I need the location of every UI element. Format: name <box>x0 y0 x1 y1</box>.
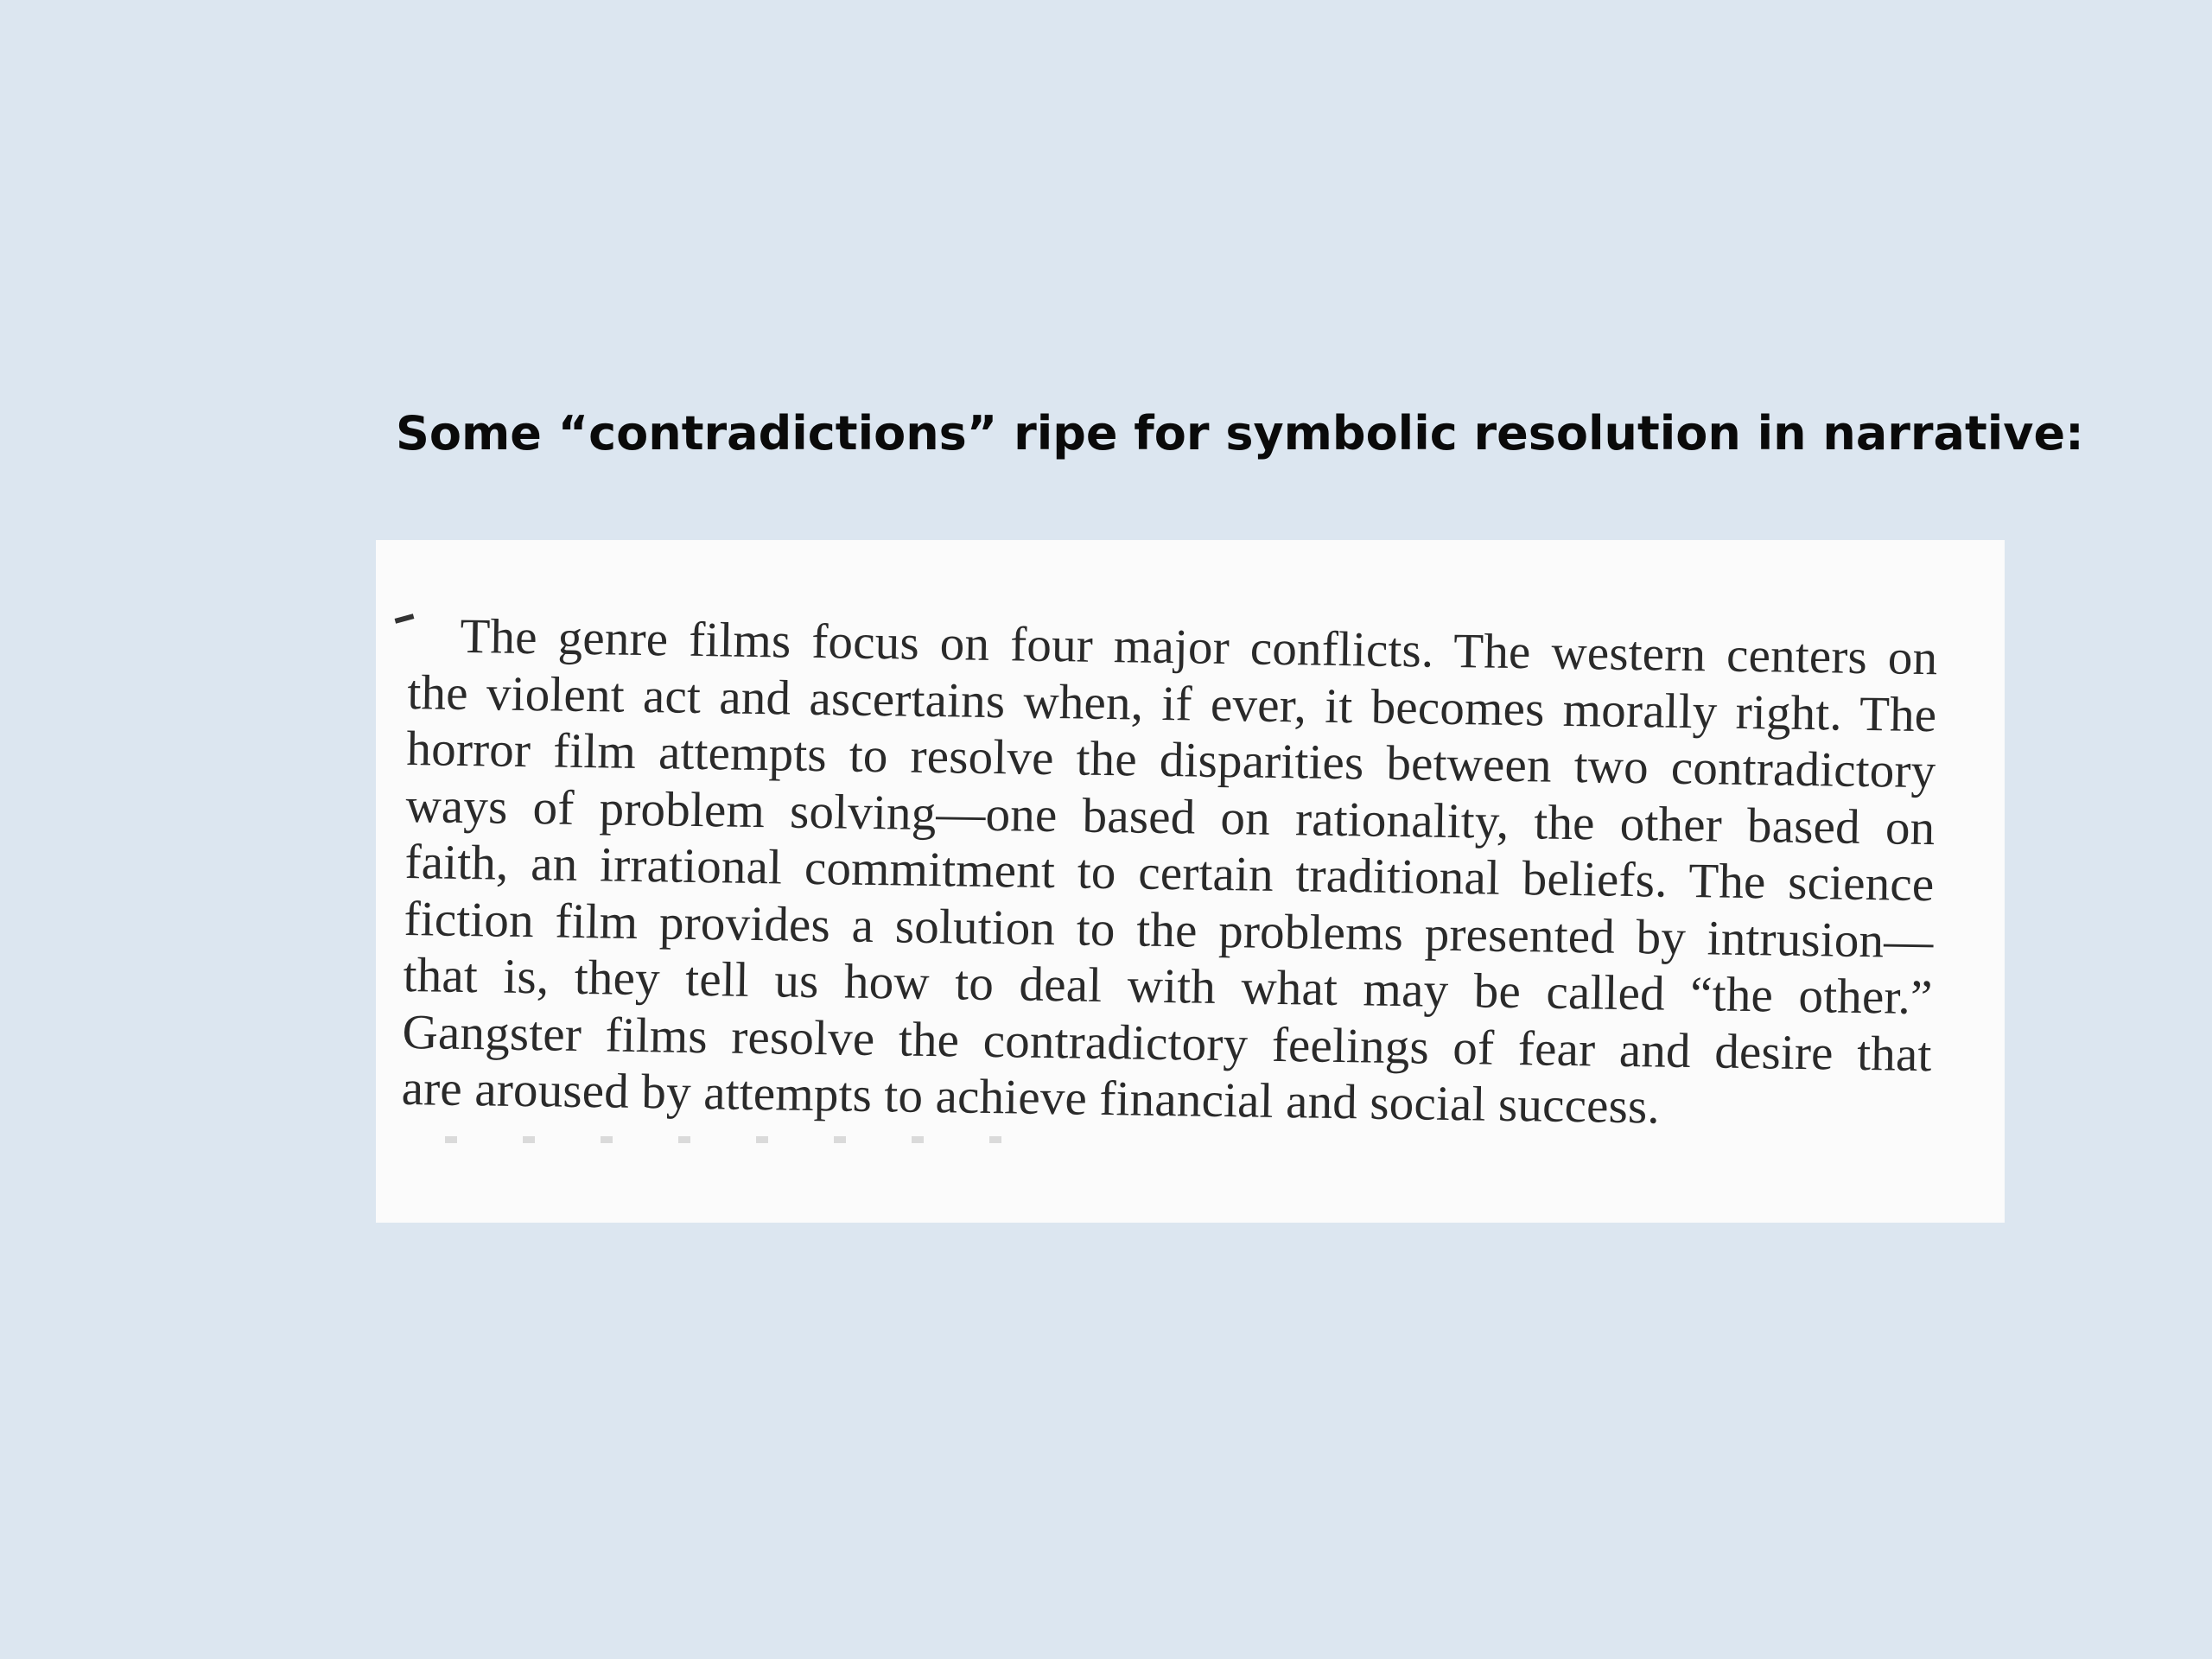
excerpt-line: the violent act and ascertains when, if ever, it becomes morally right. The <box>407 664 1937 742</box>
excerpt-line: are aroused by attempts to achieve financial and social success. <box>401 1060 1661 1135</box>
scanned-excerpt-image <box>376 540 2005 1223</box>
excerpt-line: fiction film provides a solution to the problems presented by intrusion— <box>404 891 1934 969</box>
excerpt-line: horror film attempts to resolve the disparities between two contradictory <box>406 721 1936 799</box>
excerpt-text <box>401 607 1938 1140</box>
excerpt-line: Gangster films resolve the contradictory feelings of fear and desire that <box>402 1004 1932 1082</box>
slide-title: Some “contradictions” ripe for symbolic resolution in narrative: <box>396 406 2084 461</box>
excerpt-line: that is, they tell us how to deal with what may be called “the other.” <box>403 947 1933 1026</box>
excerpt-line: The genre films focus on four major conflicts. The western centers on <box>460 608 1938 686</box>
excerpt-line: ways of problem solving—one based on rationality, the other based on <box>405 778 1936 855</box>
scan-artifact <box>445 1136 1050 1143</box>
excerpt-line: faith, an irrational commitment to certain traditional beliefs. The science <box>404 834 1935 912</box>
